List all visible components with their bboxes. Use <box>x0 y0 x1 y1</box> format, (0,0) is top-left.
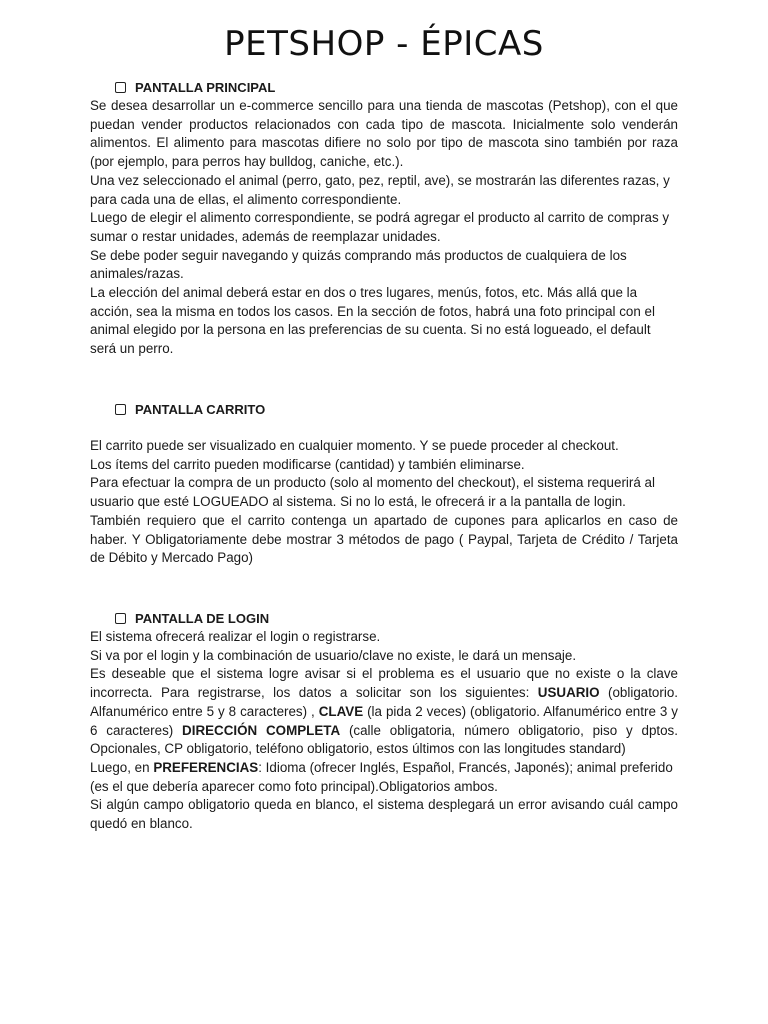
paragraph: Luego de elegir el alimento correspondiente, se podrá agregar el producto al carrito de compras y sumar o restar unidades, además de reemplazar unidades. <box>90 210 670 244</box>
heading-label: PANTALLA CARRITO <box>135 401 266 417</box>
paragraph-registration <box>90 665 678 759</box>
text-run: Es deseable que el sistema logre avisar si el problema es el usuario que no existe o la clave incorrecta. Para registrarse, los datos a solicitar son los siguientes: <box>90 666 678 701</box>
paragraph: Si algún campo obligatorio queda en blanco, el sistema desplegará un error avisando cuál campo quedó en blanco. <box>90 797 678 832</box>
paragraph: Si va por el login y la combinación de usuario/clave no existe, le dará un mensaje. <box>90 647 577 663</box>
section-pantalla-carrito <box>90 399 678 568</box>
paragraph: También requiero que el carrito contenga un apartado de cupones para aplicarlos en caso de haber. Y Obligatoriamente debe mostrar 3 métodos de pago ( Paypal, Tarjeta de Crédito / Tarjeta de Débito y Mercado Pago) <box>90 512 678 566</box>
bold-term-usuario: USUARIO <box>537 685 600 701</box>
section-pantalla-login <box>90 608 678 834</box>
heading-label: PANTALLA PRINCIPAL <box>135 79 276 95</box>
paragraph-preferencias <box>90 759 678 796</box>
checkbox-icon[interactable] <box>115 404 126 415</box>
bold-term-clave: CLAVE <box>318 703 364 719</box>
heading-label: PANTALLA DE LOGIN <box>135 610 270 626</box>
bold-term-direccion: DIRECCIÓN COMPLETA <box>182 722 341 738</box>
bold-term-preferencias: PREFERENCIAS <box>153 759 259 775</box>
section-heading <box>115 77 678 97</box>
paragraph: El sistema ofrecerá realizar el login o registrarse. <box>90 629 381 644</box>
text-run: (calle obligatoria, número obligatorio, piso y dptos. Opcionales, CP obligatorio, teléfono obligatorio, estos últimos con las longitudes standard) <box>90 722 678 757</box>
section-pantalla-principal <box>90 77 678 359</box>
section-heading <box>115 399 678 419</box>
paragraph: Se debe poder seguir navegando y quizás comprando más productos de cualquiera de los animales/razas. <box>90 247 627 282</box>
page-title: PETSHOP - ÉPICAS <box>224 24 544 64</box>
text-run: (obligatorio. Alfanumérico entre 5 y 8 caracteres) , <box>90 685 678 719</box>
paragraph: Se desea desarrollar un e-commerce sencillo para una tienda de mascotas (Petshop), con el que puedan vender productos relacionados con cada tipo de mascota. Inicialmente solo venderán alimentos. El alimento para mascotas difiere no solo por tipo de mascota sino también por raza (por ejemplo, para perros hay bulldog, caniche, etc.). <box>90 98 678 170</box>
checkbox-icon[interactable] <box>115 613 126 624</box>
text-run: : Idioma (ofrecer Inglés, Español, Francés, Japonés); animal preferido (es el que debería aparecer como foto principal).Obligatorios ambos. <box>90 759 673 794</box>
paragraph: Para efectuar la compra de un producto (solo al momento del checkout), el sistema requerirá al usuario que esté LOGUEADO al sistema. Si no lo está, le ofrecerá ir a la pantalla de login. <box>90 475 655 510</box>
section-heading <box>115 608 678 628</box>
text-run: (la pida 2 veces) (obligatorio. Alfanumérico entre 3 y 6 caracteres) <box>90 703 678 738</box>
text-run: Luego, en <box>90 759 150 775</box>
paragraph: Una vez seleccionado el animal (perro, gato, pez, reptil, ave), se mostrarán las diferentes razas, y para cada una de ellas, el alimento correspondiente. <box>90 172 670 207</box>
paragraph: El carrito puede ser visualizado en cualquier momento. Y se puede proceder al checkout. <box>90 438 619 453</box>
paragraph: La elección del animal deberá estar en dos o tres lugares, menús, fotos, etc. Más allá que la acción, sea la misma en todos los casos. En la sección de fotos, habrá una foto principal con el animal elegido por la persona en las preferencias de su cuenta. Si no está logueado, el default será un perro. <box>90 285 655 357</box>
paragraph: Los ítems del carrito pueden modificarse (cantidad) y también eliminarse. <box>90 456 525 472</box>
checkbox-icon[interactable] <box>115 82 126 93</box>
